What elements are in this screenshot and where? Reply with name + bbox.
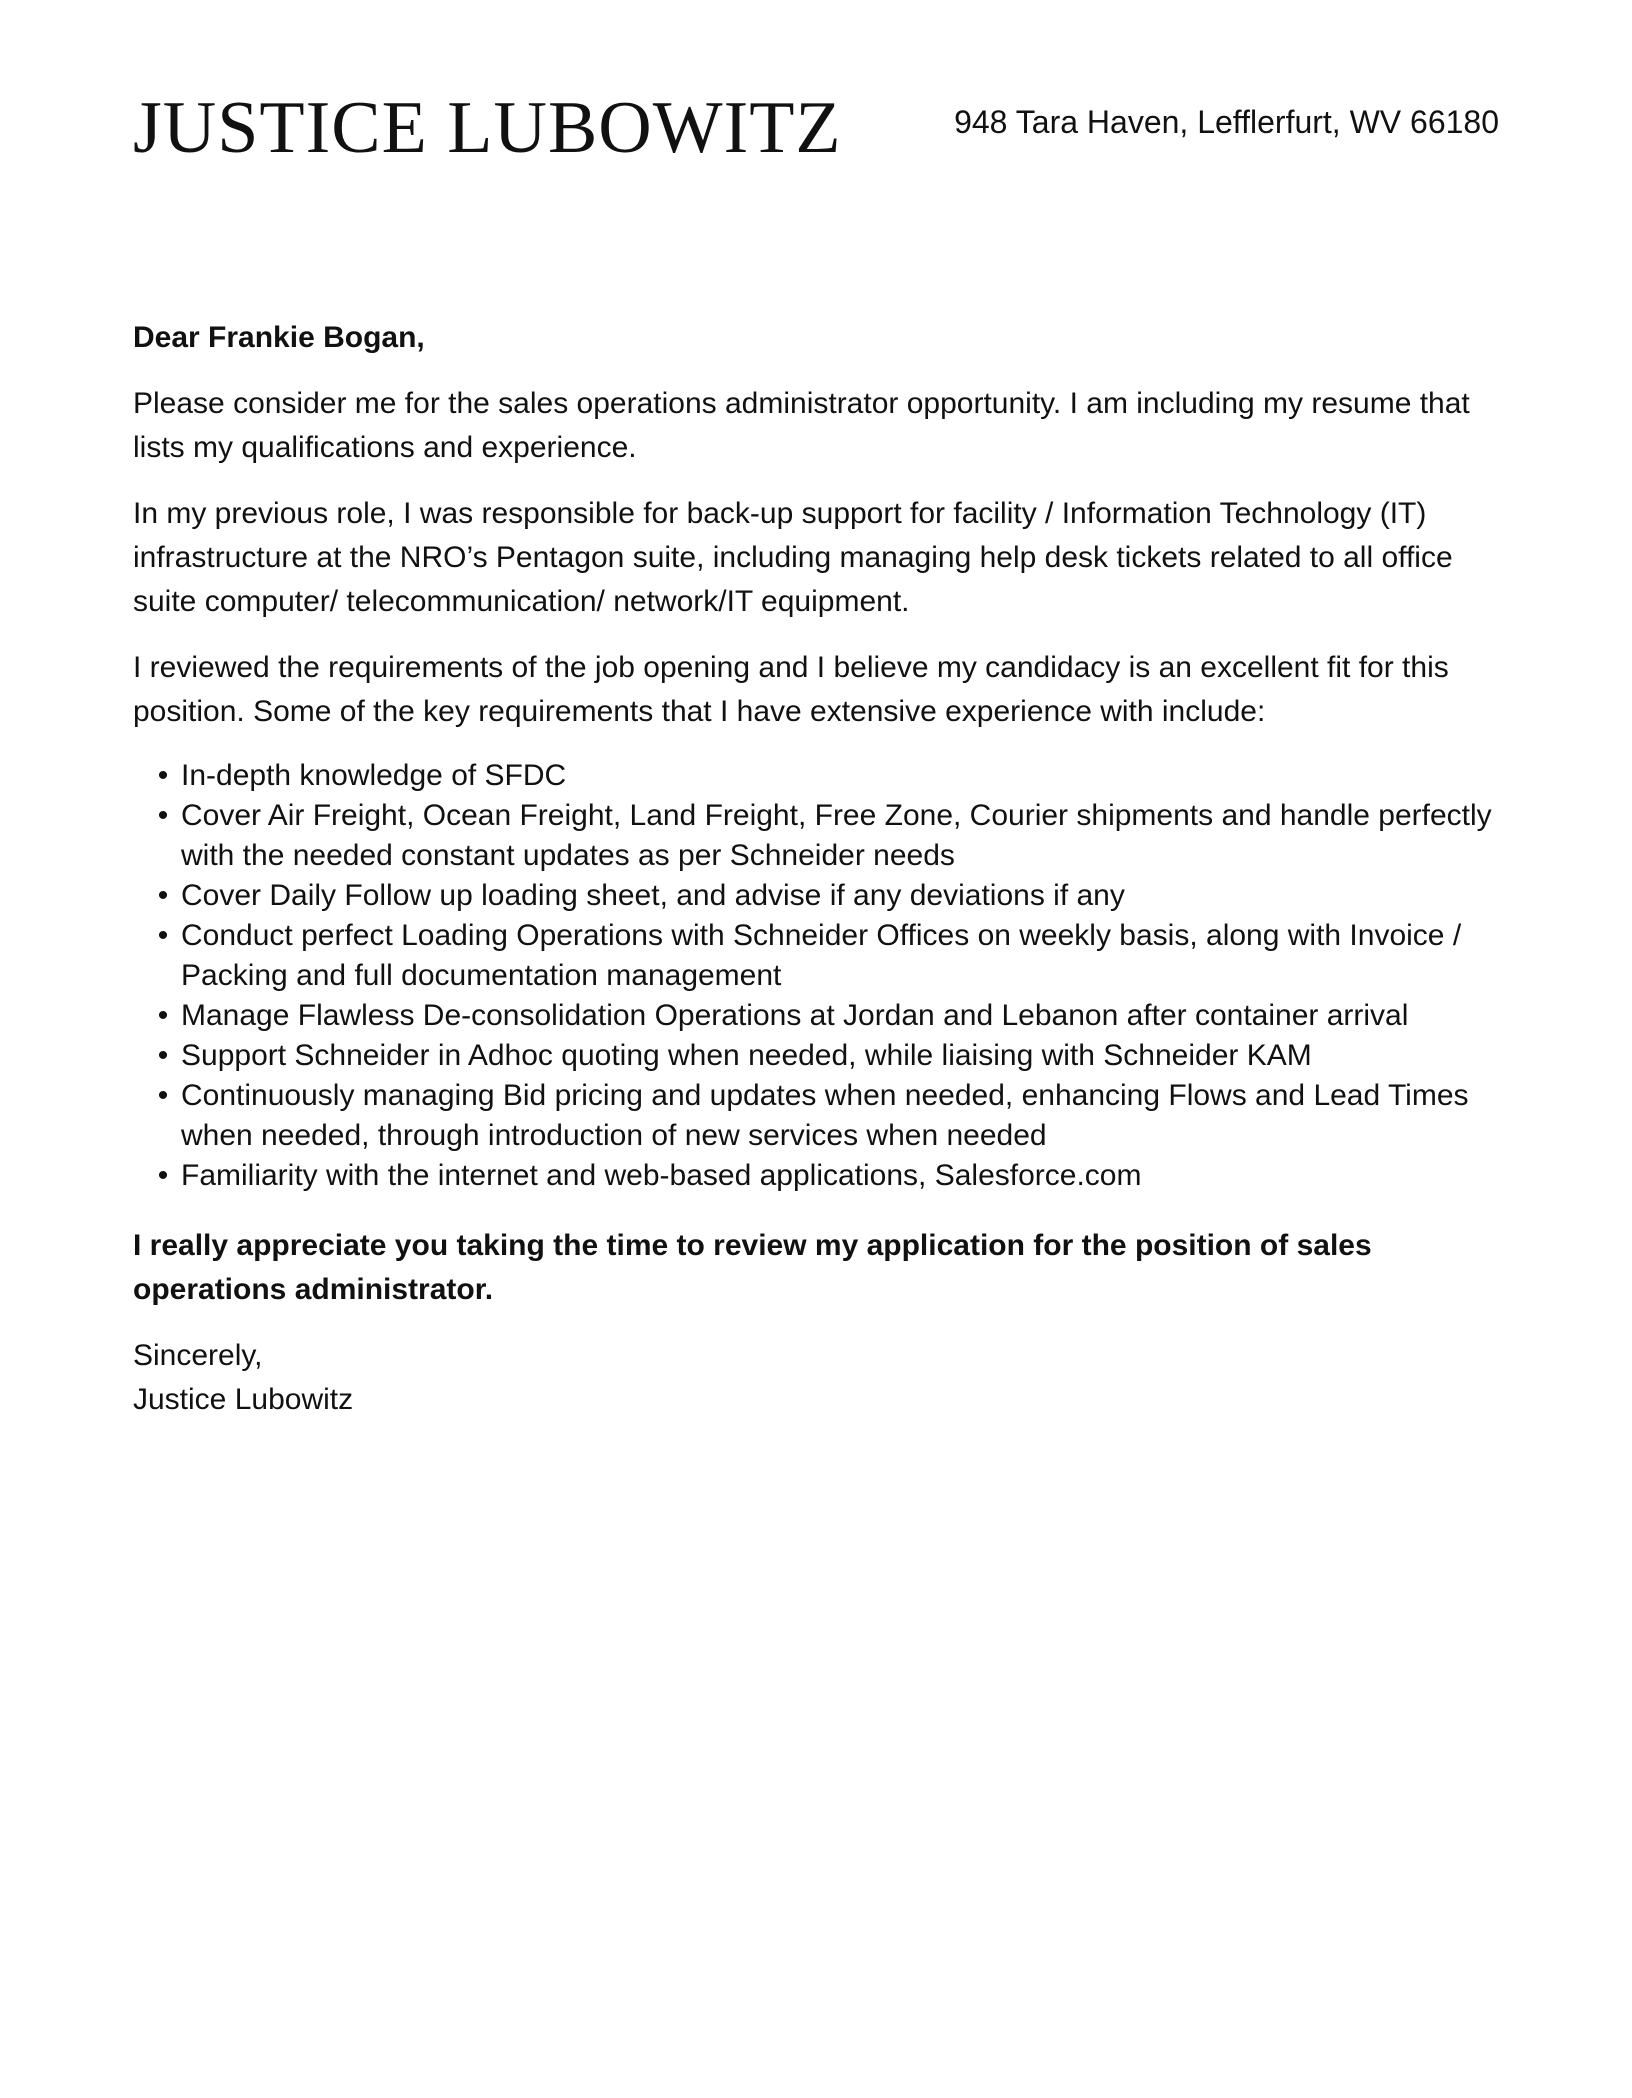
list-item bbox=[157, 1156, 1503, 1196]
list-item-text: Conduct perfect Loading Operations with Schneider Offices on weekly basis, along with Invoice / Packing and full documentation management bbox=[181, 919, 1462, 992]
bullet-icon: • bbox=[157, 919, 169, 952]
experience-paragraph: In my previous role, I was responsible for back-up support for facility / Information Technology (IT) infrastructure at the NRO’s Pentagon suite, including managing help desk tickets related to all office suite computer/ telecommunication/ network/IT equipment. bbox=[133, 497, 1453, 618]
list-item-text: In-depth knowledge of SFDC bbox=[181, 759, 567, 792]
applicant-name: JUSTICE LUBOWITZ bbox=[133, 87, 842, 169]
list-item-text: Support Schneider in Adhoc quoting when needed, while liaising with Schneider KAM bbox=[181, 1039, 1312, 1072]
intro-paragraph: Please consider me for the sales operations administrator opportunity. I am including my resume that lists my qualifications and experience. bbox=[133, 387, 1470, 464]
list-item-text: Manage Flawless De-consolidation Operations at Jordan and Lebanon after container arrival bbox=[181, 999, 1409, 1032]
valediction: Sincerely, bbox=[133, 1339, 263, 1372]
signature-name: Justice Lubowitz bbox=[133, 1383, 354, 1416]
signoff-block bbox=[133, 1334, 1503, 1422]
list-item-text: Continuously managing Bid pricing and updates when needed, enhancing Flows and Lead Times when needed, through introduction of new services when needed bbox=[181, 1079, 1469, 1152]
bullet-icon: • bbox=[157, 1159, 169, 1192]
bullet-icon: • bbox=[157, 759, 169, 792]
requirements-paragraph: I reviewed the requirements of the job opening and I believe my candidacy is an excellent fit for this position. Some of the key requirements that I have extensive experience with include: bbox=[133, 651, 1449, 728]
bullet-icon: • bbox=[157, 879, 169, 912]
bullet-icon: • bbox=[157, 1079, 169, 1112]
list-item-text: Familiarity with the internet and web-based applications, Salesforce.com bbox=[181, 1159, 1142, 1192]
bullet-icon: • bbox=[157, 1039, 169, 1072]
closing-paragraph: I really appreciate you taking the time to review my application for the position of sales operations administrator. bbox=[133, 1229, 1372, 1306]
bullet-icon: • bbox=[157, 999, 169, 1032]
list-item bbox=[157, 996, 1503, 1036]
list-item bbox=[157, 1076, 1503, 1156]
letter-body bbox=[133, 316, 1503, 1422]
list-item bbox=[157, 756, 1503, 796]
list-item-text: Cover Daily Follow up loading sheet, and advise if any deviations if any bbox=[181, 879, 1125, 912]
list-item bbox=[157, 916, 1503, 996]
requirements-list bbox=[133, 756, 1503, 1196]
list-item bbox=[157, 796, 1503, 876]
list-item-text: Cover Air Freight, Ocean Freight, Land Freight, Free Zone, Courier shipments and handle perfectly with the needed constant updates as per Schneider needs bbox=[181, 799, 1492, 872]
list-item bbox=[157, 1036, 1503, 1076]
letter-header bbox=[133, 88, 1499, 178]
list-item bbox=[157, 876, 1503, 916]
applicant-address: 948 Tara Haven, Lefflerfurt, WV 66180 bbox=[954, 104, 1499, 140]
bullet-icon: • bbox=[157, 799, 169, 832]
salutation: Dear Frankie Bogan, bbox=[133, 321, 425, 354]
